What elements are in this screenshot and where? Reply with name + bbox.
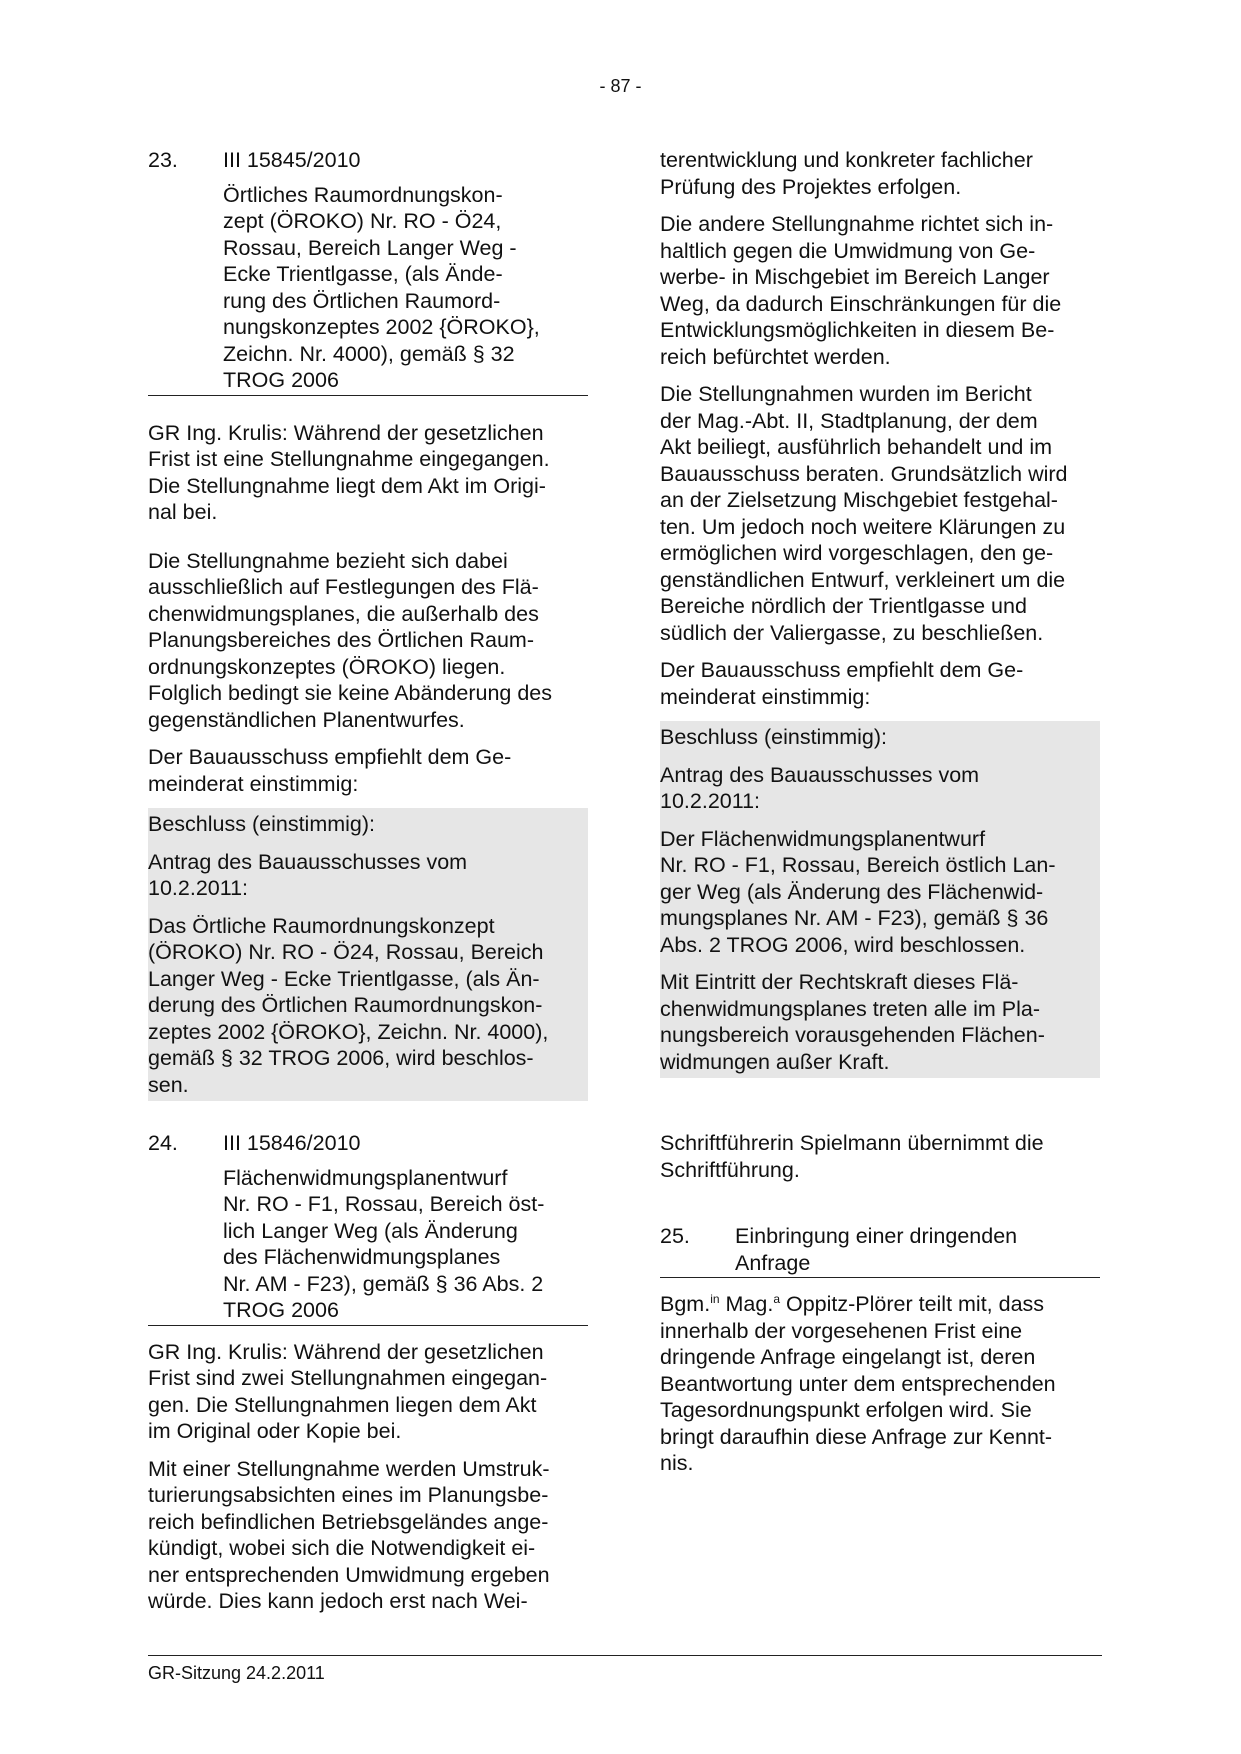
- item-23-recommendation: [148, 744, 588, 797]
- item-23-heading: [148, 147, 588, 396]
- text-line: nungsbereich vorausgehenden Flächen-: [660, 1023, 1045, 1047]
- title-line: Rossau, Bereich Langer Weg -: [223, 235, 517, 260]
- secretary-note: [660, 1130, 1100, 1183]
- title-line: zept (ÖROKO) Nr. RO - Ö24,: [223, 209, 502, 233]
- text-line: Der Bauausschuss empfiehlt dem Ge-: [660, 658, 1024, 682]
- text-line: an der Zielsetzung Mischgebiet festgehal-: [660, 488, 1058, 512]
- text-line: chenwidmungsplanes treten alle im Pla-: [660, 996, 1041, 1021]
- text-line: südlich der Valiergasse, zu beschließen.: [660, 620, 1044, 645]
- title-line: Zeichn. Nr. 4000), gemäß § 32: [223, 341, 515, 366]
- text-line: Der Flächenwidmungsplanentwurf: [660, 826, 986, 851]
- text-line: Mit einer Stellungnahme werden Umstruk-: [148, 1456, 550, 1481]
- text-line: Beantwortung unter dem entsprechenden: [660, 1371, 1056, 1396]
- text-line: gen. Die Stellungnahmen liegen dem Akt: [148, 1392, 537, 1417]
- text-line: widmungen außer Kraft.: [660, 1049, 890, 1074]
- title-line: lich Langer Weg (als Änderung: [223, 1218, 518, 1243]
- title-line: Anfrage: [735, 1250, 811, 1275]
- text-line: Die andere Stellungnahme richtet sich in-: [660, 212, 1054, 236]
- text-line: (ÖROKO) Nr. RO - Ö24, Rossau, Bereich: [148, 940, 544, 964]
- mayor-line: [660, 1291, 1100, 1318]
- mayor-name: Oppitz-Plörer teilt mit, dass: [780, 1292, 1045, 1316]
- text-line: innerhalb der vorgesehenen Frist eine: [660, 1318, 1023, 1343]
- text-line: Abs. 2 TROG 2006, wird beschlossen.: [660, 932, 1026, 957]
- item-24: [148, 1130, 588, 1615]
- text-line: Die Stellungnahme bezieht sich dabei: [148, 548, 508, 573]
- text-line: würde. Dies kann jedoch erst nach Wei-: [148, 1589, 528, 1613]
- text-line: ner entsprechenden Umwidmung ergeben: [148, 1562, 550, 1587]
- title-line: rung des Örtlichen Raumord-: [223, 288, 501, 313]
- item-24-number: 24.: [148, 1131, 178, 1155]
- title-line: Einbringung einer dringenden: [735, 1224, 1018, 1248]
- text-line: Antrag des Bauausschusses vom: [148, 849, 468, 874]
- footer-divider: [148, 1655, 1102, 1656]
- item-25-heading: [660, 1223, 1100, 1278]
- resolution-label: Beschluss (einstimmig):: [148, 812, 375, 836]
- text-line: terentwicklung und konkreter fachlicher: [660, 148, 1033, 172]
- item-24-reference: III 15846/2010: [223, 1131, 361, 1155]
- title-line: des Flächenwidmungsplanes: [223, 1245, 501, 1269]
- text-line: Nr. RO - F1, Rossau, Bereich östlich Lan-: [660, 853, 1056, 877]
- text-line: chenwidmungsplanes, die außerhalb des: [148, 601, 539, 626]
- text-line: im Original oder Kopie bei.: [148, 1419, 402, 1443]
- text-line: derung des Örtlichen Raumordnungskon-: [148, 993, 543, 1017]
- title-line: nungskonzeptes 2002 {ÖROKO},: [223, 315, 540, 339]
- mayor-title: Bgm.: [660, 1292, 711, 1316]
- text-line: genständlichen Entwurf, verkleinert um die: [660, 567, 1066, 592]
- page-number: - 87 -: [599, 76, 642, 96]
- text-line: gemäß § 32 TROG 2006, wird beschlos-: [148, 1046, 534, 1070]
- text-line: GR Ing. Krulis: Während der gesetzlichen: [148, 420, 544, 445]
- text-line: haltlich gegen die Umwidmung von Ge-: [660, 238, 1036, 263]
- item-25-title: [735, 1223, 1100, 1276]
- item-24-resolution-box: [660, 721, 1100, 1078]
- text-line: nis.: [660, 1451, 694, 1475]
- text-line: Schriftführung.: [660, 1157, 800, 1182]
- footer-session-date: GR-Sitzung 24.2.2011: [148, 1663, 325, 1683]
- title-line: TROG 2006: [223, 368, 339, 392]
- item-23-paragraph-2: [148, 548, 588, 734]
- text-line: Die Stellungnahme liegt dem Akt im Origi-: [148, 473, 546, 498]
- other-statement-paragraph: [660, 211, 1100, 370]
- title-line: TROG 2006: [223, 1298, 339, 1322]
- text-line: nal bei.: [148, 500, 218, 524]
- item-23-title: [223, 182, 588, 394]
- text-line: Der Bauausschuss empfiehlt dem Ge-: [148, 745, 512, 769]
- title-line: Ecke Trientlgasse, (als Ände-: [223, 262, 503, 286]
- text-line: Frist ist eine Stellungnahme eingegangen.: [148, 447, 550, 471]
- text-line: Weg, da dadurch Einschränkungen für die: [660, 291, 1062, 316]
- text-line: 10.2.2011:: [148, 876, 249, 900]
- text-line: Prüfung des Projektes erfolgen.: [660, 174, 962, 199]
- mayor-degree-suffix: a: [773, 1291, 780, 1306]
- text-line: meinderat einstimmig:: [148, 771, 359, 796]
- text-line: ordnungskonzeptes (ÖROKO) liegen.: [148, 654, 506, 679]
- title-line: Flächenwidmungsplanentwurf: [223, 1165, 508, 1190]
- item-25-paragraph: [660, 1291, 1100, 1477]
- continuation-paragraph: [660, 147, 1100, 200]
- item-24-statement: [148, 1339, 588, 1445]
- text-line: mungsplanes Nr. AM - F23), gemäß § 36: [660, 906, 1049, 930]
- right-column-top: [660, 147, 1100, 1078]
- text-line: ten. Um jedoch noch weitere Klärungen zu: [660, 514, 1066, 539]
- text-line: Tagesordnungspunkt erfolgen wird. Sie: [660, 1398, 1032, 1422]
- text-line: kündigt, wobei sich die Notwendigkeit ei-: [148, 1536, 536, 1560]
- text-line: Entwicklungsmöglichkeiten in diesem Be-: [660, 318, 1055, 342]
- text-line: reich befindlichen Betriebsgeländes ange-: [148, 1509, 549, 1534]
- text-line: Die Stellungnahmen wurden im Bericht: [660, 382, 1032, 406]
- item-25-number: 25.: [660, 1224, 690, 1248]
- text-line: ausschließlich auf Festlegungen des Flä-: [148, 575, 539, 599]
- text-line: der Mag.-Abt. II, Stadtplanung, der dem: [660, 408, 1038, 433]
- text-line: dringende Anfrage eingelangt ist, deren: [660, 1345, 1036, 1369]
- text-line: ermöglichen wird vorgeschlagen, den ge-: [660, 541, 1054, 565]
- item-23-number: 23.: [148, 148, 178, 172]
- item-23: [148, 147, 588, 1101]
- title-line: Nr. RO - F1, Rossau, Bereich öst-: [223, 1192, 545, 1216]
- item-24-title: [223, 1165, 588, 1324]
- right-column-bottom: [660, 1130, 1100, 1477]
- text-line: turierungsabsichten eines im Planungsbe-: [148, 1483, 549, 1507]
- text-line: Bereiche nördlich der Trientlgasse und: [660, 594, 1027, 618]
- text-line: gegenständlichen Planentwurfes.: [148, 707, 465, 732]
- text-line: GR Ing. Krulis: Während der gesetzlichen: [148, 1339, 544, 1364]
- text-line: Folglich bedingt sie keine Abänderung des: [148, 681, 553, 705]
- text-line: Frist sind zwei Stellungnahmen eingegan-: [148, 1366, 548, 1390]
- report-paragraph: [660, 381, 1100, 646]
- mayor-title-suffix: in: [710, 1291, 720, 1306]
- text-line: Das Örtliche Raumordnungskonzept: [148, 913, 495, 938]
- text-line: ger Weg (als Änderung des Flächenwid-: [660, 879, 1044, 904]
- text-line: 10.2.2011:: [660, 789, 761, 813]
- title-line: Örtliches Raumordnungskon-: [223, 182, 503, 207]
- text-line: werbe- in Mischgebiet im Bereich Langer: [660, 265, 1050, 289]
- text-line: Antrag des Bauausschusses vom: [660, 762, 980, 787]
- text-line: reich befürchtet werden.: [660, 344, 891, 369]
- title-line: Nr. AM - F23), gemäß § 36 Abs. 2: [223, 1271, 544, 1296]
- item-24-recommendation: [660, 657, 1100, 710]
- text-line: Langer Weg - Ecke Trientlgasse, (als Än-: [148, 966, 540, 991]
- text-line: Akt beiliegt, ausführlich behandelt und im: [660, 435, 1053, 459]
- mayor-degree: Mag.: [719, 1292, 774, 1316]
- item-23-reference: III 15845/2010: [223, 148, 361, 172]
- text-line: zeptes 2002 {ÖROKO}, Zeichn. Nr. 4000),: [148, 1019, 549, 1044]
- item-24-paragraph-2: [148, 1456, 588, 1615]
- item-23-resolution-box: [148, 808, 588, 1101]
- resolution-label: Beschluss (einstimmig):: [660, 725, 887, 749]
- text-line: bringt daraufhin diese Anfrage zur Kennt-: [660, 1424, 1053, 1449]
- text-line: Mit Eintritt der Rechtskraft dieses Flä-: [660, 970, 1019, 994]
- text-line: Bauausschuss beraten. Grundsätzlich wird: [660, 461, 1068, 486]
- item-24-heading: [148, 1130, 588, 1326]
- text-line: Schriftführerin Spielmann übernimmt die: [660, 1131, 1044, 1155]
- text-line: sen.: [148, 1072, 189, 1097]
- text-line: Planungsbereiches des Örtlichen Raum-: [148, 628, 535, 652]
- text-line: meinderat einstimmig:: [660, 684, 871, 709]
